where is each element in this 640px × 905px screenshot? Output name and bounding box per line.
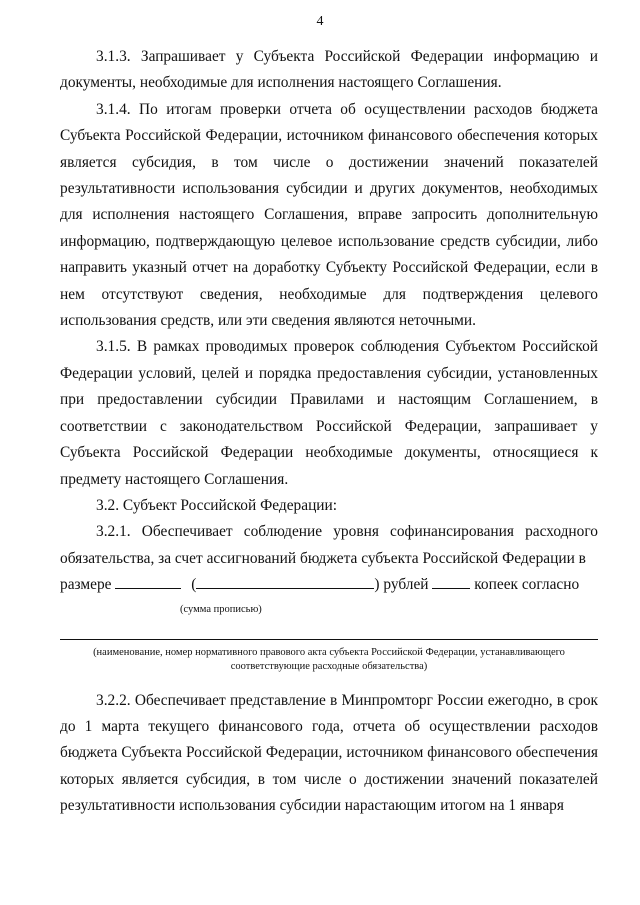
paragraph-3-2: 3.2. Субъект Российской Федерации: bbox=[96, 496, 338, 514]
amount-words-blank[interactable] bbox=[196, 573, 374, 589]
document-body bbox=[60, 44, 598, 820]
amount-rubles-blank[interactable] bbox=[115, 573, 181, 589]
paragraph-3-1-4: 3.1.4. По итогам проверки отчета об осуществлении расходов бюджета Субъекта Российской Федерации, источником финансового обеспечения которых является субсидия, в том числе о достижении значений показателей результативности использования субсидии и других документов, необходимых для исполнения настоящего Соглашения, вправе запросить дополнительную информацию, подтверждающую целевое использование средств субсидии, либо направить указный отчет на доработку Субъекту Российской Федерации, если в нем отсутствуют сведения, необходимые для подтверждения целевого использования средств, или эти сведения являются неточными. bbox=[60, 100, 598, 330]
sum-in-words-caption: (сумма прописью) bbox=[180, 603, 262, 615]
paragraph-3-2-2: 3.2.2. Обеспечивает представление в Минпромторг России ежегодно, в срок до 1 марта текущего финансового года, отчета об осуществлении расходов бюджета Субъекта Российской Федерации, источником финансового обеспечения которых является субсидия, в том числе о достижении значений показателей результативности использования субсидии нарастающим итогом на 1 января bbox=[60, 691, 598, 815]
amount-fill-row bbox=[60, 572, 598, 598]
rubles-label: ) рублей bbox=[374, 576, 429, 594]
amount-label: размере bbox=[60, 576, 112, 594]
page-number: 4 bbox=[316, 14, 324, 29]
amount-kopecks-blank[interactable] bbox=[432, 573, 470, 589]
open-paren: ( bbox=[191, 576, 197, 594]
legal-act-caption-line-2: соответствующие расходные обязательства) bbox=[230, 660, 428, 672]
paragraph-3-2-1: 3.2.1. Обеспечивает соблюдение уровня софинансирования расходного обязательства, за счет ассигнований бюджета субъекта Российской Федерации в bbox=[60, 523, 598, 567]
legal-act-caption-line-1: (наименование, номер нормативного правового акта субъекта Российской Федерации, устанавливающего bbox=[93, 646, 565, 658]
paragraph-3-1-5: 3.1.5. В рамках проводимых проверок соблюдения Субъектом Российской Федерации условий, целей и порядка предоставления субсидии, установленных при предоставлении субсидии Правилами и настоящим Соглашением, в соответствии с законодательством Российской Федерации, запрашивает у Субъекта Российской Федерации необходимые документы, относящиеся к предмету настоящего Соглашения. bbox=[60, 338, 598, 488]
paragraph-3-1-3: 3.1.3. Запрашивает у Субъекта Российской Федерации информацию и документы, необходимые для исполнения настоящего Соглашения. bbox=[60, 48, 598, 92]
legal-act-blank-line[interactable] bbox=[60, 639, 598, 640]
kopecks-label: копеек согласно bbox=[474, 576, 580, 594]
